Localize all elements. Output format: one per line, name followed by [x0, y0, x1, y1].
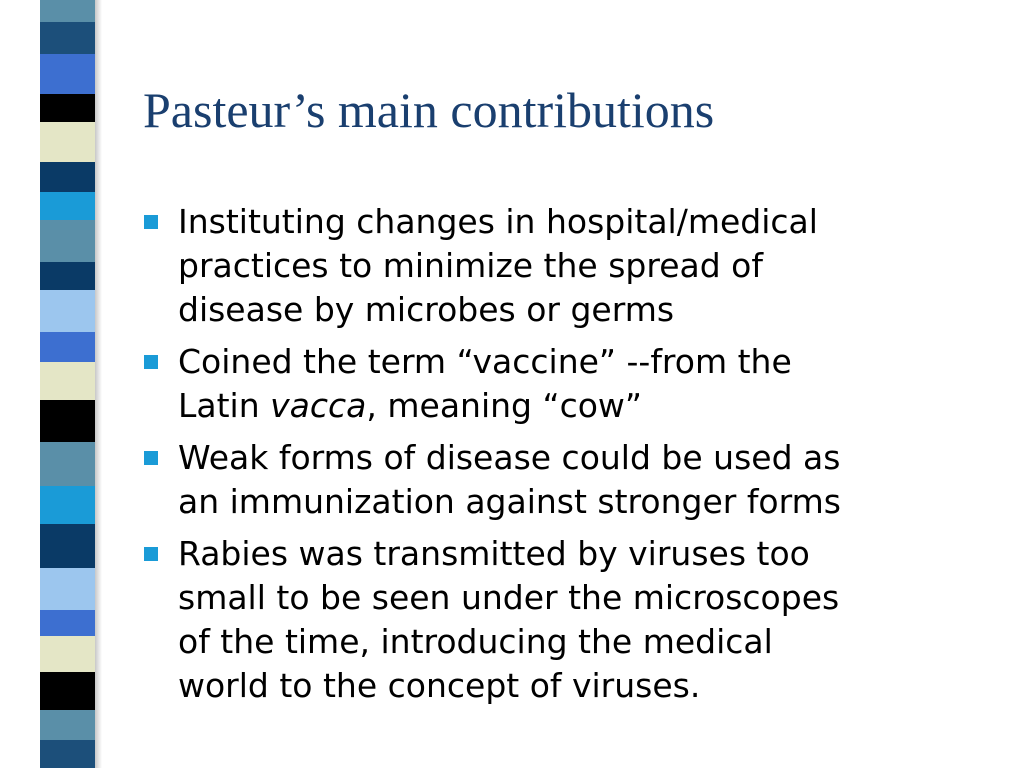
square-bullet-icon	[144, 547, 158, 561]
stripe-band	[40, 442, 95, 486]
stripe-band	[40, 400, 95, 442]
stripe-band	[40, 568, 95, 610]
stripe-band	[40, 710, 95, 740]
bullet-text-segment: , meaning “cow”	[366, 386, 642, 425]
bullet-text-italic-segment: vacca	[270, 386, 367, 425]
stripe-band	[40, 122, 95, 162]
stripe-band	[40, 54, 95, 94]
stripe-band	[40, 740, 95, 768]
square-bullet-icon	[144, 451, 158, 465]
stripe-band	[40, 486, 95, 524]
square-bullet-icon	[144, 355, 158, 369]
bullet-text-line: world to the concept of viruses.	[178, 666, 701, 705]
stripe-band	[40, 636, 95, 672]
stripe-band	[40, 362, 95, 400]
stripe-band	[40, 162, 95, 192]
bullet-text-line: of the time, introducing the medical	[178, 622, 773, 661]
bullet-text-line: Rabies was transmitted by viruses too	[178, 534, 810, 573]
bullet-text-line: practices to minimize the spread of	[178, 246, 763, 285]
stripe-band	[40, 22, 95, 54]
bullet-item	[140, 532, 1000, 708]
stripe-band	[40, 524, 95, 568]
stripe-band	[40, 220, 95, 262]
bullet-text-line: small to be seen under the microscopes	[178, 578, 840, 617]
bullet-text-segment: Latin	[178, 386, 271, 425]
bullet-item	[140, 340, 1000, 428]
bullet-item	[140, 200, 1000, 332]
bullet-text-line: Coined the term “vaccine” --from the	[178, 342, 792, 381]
stripe-band	[40, 262, 95, 290]
stripe-band	[40, 672, 95, 710]
stripe-band	[40, 332, 95, 362]
bullet-text-line: Instituting changes in hospital/medical	[178, 202, 818, 241]
stripe-band	[40, 192, 95, 220]
stripe-shadow	[95, 0, 102, 768]
stripe-band	[40, 0, 95, 22]
bullet-text-line: Weak forms of disease could be used as	[178, 438, 841, 477]
bullet-text-line	[178, 384, 1000, 428]
stripe-band	[40, 94, 95, 122]
bullet-text-line: an immunization against stronger forms	[178, 482, 841, 521]
bullet-text-line: disease by microbes or germs	[178, 290, 675, 329]
stripe-band	[40, 290, 95, 332]
bullet-list	[140, 200, 1000, 716]
square-bullet-icon	[144, 215, 158, 229]
slide-title: Pasteur’s main contributions	[143, 82, 715, 138]
stripe-band	[40, 610, 95, 636]
decorative-stripe-bar	[40, 0, 95, 768]
bullet-item	[140, 436, 1000, 524]
